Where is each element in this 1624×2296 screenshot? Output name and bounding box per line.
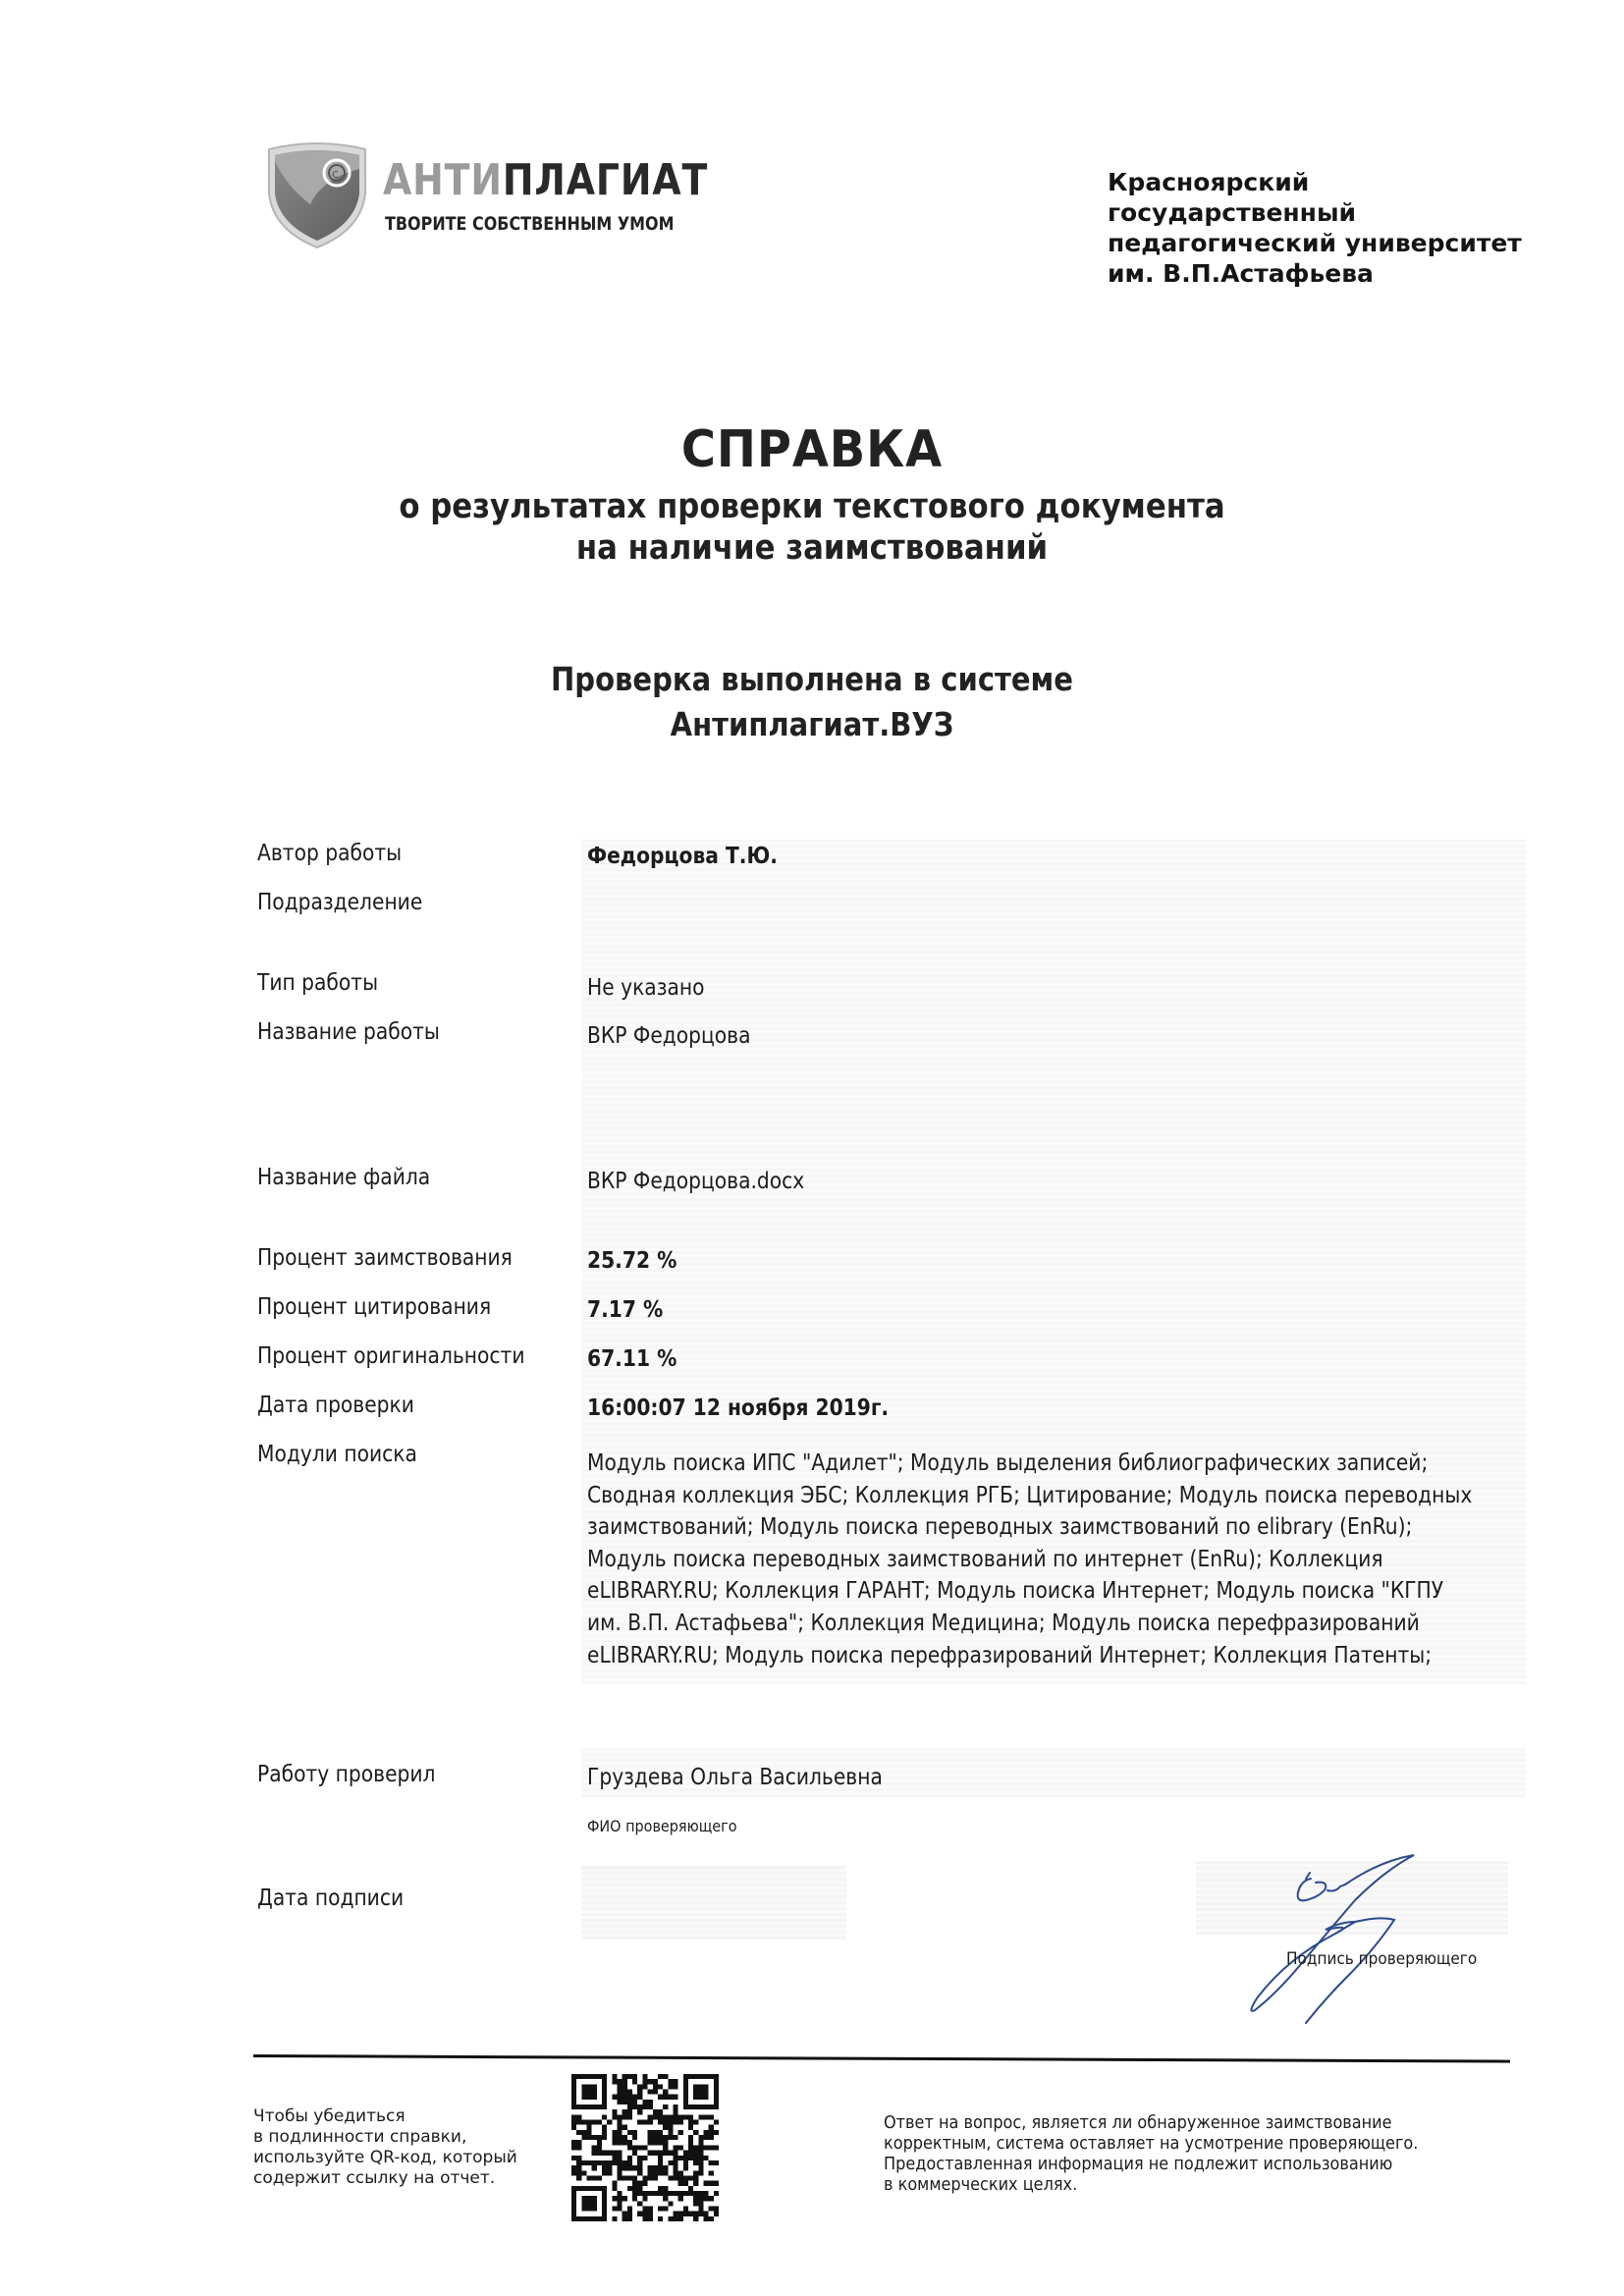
borrowing-percent-value: 25.72 %: [587, 1248, 677, 1274]
borrowing-percent-label: Процент заимствования: [257, 1245, 513, 1271]
disclaimer: [884, 2113, 1418, 2196]
organization-line: государственный: [1108, 198, 1357, 227]
qr-note-line: содержит ссылку на отчет.: [253, 2168, 496, 2188]
search-modules-line: Модуль поиска переводных заимствований по интернет (EnRu); Коллекция: [587, 1546, 1383, 1572]
shield-copyright-icon: [263, 139, 371, 249]
system-heading-line-1: Проверка выполнена в системе: [550, 660, 1073, 698]
citation-percent-value: 7.17 %: [587, 1297, 664, 1323]
document-title: СПРАВКА: [680, 420, 944, 479]
document-subtitle-line-2: на наличие заимствований: [575, 528, 1049, 568]
check-date-label: Дата проверки: [257, 1393, 414, 1418]
logo-slogan: ТВОРИТЕ СОБСТВЕННЫМ УМОМ: [385, 213, 675, 235]
disclaimer-line: Предоставленная информация не подлежит использованию: [884, 2155, 1393, 2174]
logo-title-anti: АНТИ: [383, 155, 503, 205]
sign-date-panel: [581, 1866, 846, 1940]
originality-percent-label: Процент оригинальности: [257, 1343, 525, 1369]
qr-note-line: в подлинности справки,: [253, 2127, 467, 2147]
disclaimer-line: в коммерческих целях.: [884, 2175, 1078, 2195]
author-label: Автор работы: [257, 841, 403, 866]
originality-percent-value: 67.11 %: [587, 1346, 677, 1372]
logo-title-plagiat: ПЛАГИАТ: [502, 155, 709, 205]
check-date-value: 16:00:07 12 ноября 2019г.: [587, 1395, 890, 1421]
organization-line: педагогический университет: [1108, 229, 1522, 257]
organization-line: им. В.П.Астафьева: [1108, 259, 1374, 288]
search-modules-line: заимствований; Модуль поиска переводных заимствований по elibrary (EnRu);: [587, 1514, 1413, 1541]
checked-by-label: Работу проверил: [257, 1762, 436, 1787]
checked-by-value: Груздева Ольга Васильевна: [587, 1765, 883, 1790]
search-modules-line: им. В.П. Астафьева"; Коллекция Медицина; Модуль поиска перефразирований: [587, 1610, 1420, 1636]
work-title-label: Название работы: [257, 1019, 440, 1045]
qr-note: [253, 2106, 517, 2189]
work-type-label: Тип работы: [257, 970, 379, 996]
system-heading-line-2: Антиплагиат.ВУЗ: [670, 705, 954, 743]
search-modules-line: eLIBRARY.RU; Коллекция ГАРАНТ; Модуль поиска Интернет; Модуль поиска "КГПУ: [587, 1578, 1444, 1605]
citation-percent-label: Процент цитирования: [257, 1294, 492, 1320]
qr-code-icon[interactable]: [571, 2074, 719, 2221]
search-modules-line: Модуль поиска ИПС "Адилет"; Модуль выделения библиографических записей;: [587, 1450, 1429, 1476]
organization-name: [1108, 167, 1522, 289]
search-modules-value: [587, 1448, 1520, 1671]
qr-note-line: используйте QR-код, который: [253, 2148, 517, 2167]
file-name-label: Название файла: [257, 1165, 431, 1190]
department-label: Подразделение: [257, 890, 423, 915]
handwritten-signature: [1208, 1851, 1463, 2028]
organization-line: Красноярский: [1108, 168, 1310, 196]
disclaimer-line: Ответ на вопрос, является ли обнаруженное заимствование: [884, 2113, 1392, 2133]
footer-divider: [253, 2054, 1510, 2063]
work-title-value: ВКР Федорцова: [587, 1023, 751, 1049]
antiplagiat-logo: [263, 139, 709, 247]
work-type-value: Не указано: [587, 975, 705, 1001]
search-modules-line: eLIBRARY.RU; Модуль поиска перефразирований Интернет; Коллекция Патенты;: [587, 1642, 1433, 1668]
document-subtitle-line-1: о результатах проверки текстового документа: [399, 487, 1225, 526]
search-modules-label: Модули поиска: [257, 1442, 417, 1467]
author-value: Федорцова Т.Ю.: [587, 844, 778, 869]
logo-title: [383, 155, 709, 205]
qr-note-line: Чтобы убедиться: [253, 2106, 406, 2126]
search-modules-line: Сводная коллекция ЭБС; Коллекция РГБ; Цитирование; Модуль поиска переводных: [587, 1482, 1473, 1508]
svg-text:c: c: [332, 167, 339, 181]
sign-date-label: Дата подписи: [257, 1886, 405, 1911]
file-name-value: ВКР Федорцова.docx: [587, 1169, 805, 1194]
checker-name-caption: ФИО проверяющего: [587, 1817, 737, 1835]
disclaimer-line: корректным, система оставляет на усмотрение проверяющего.: [884, 2134, 1419, 2154]
signature-caption: Подпись проверяющего: [1286, 1949, 1478, 1969]
